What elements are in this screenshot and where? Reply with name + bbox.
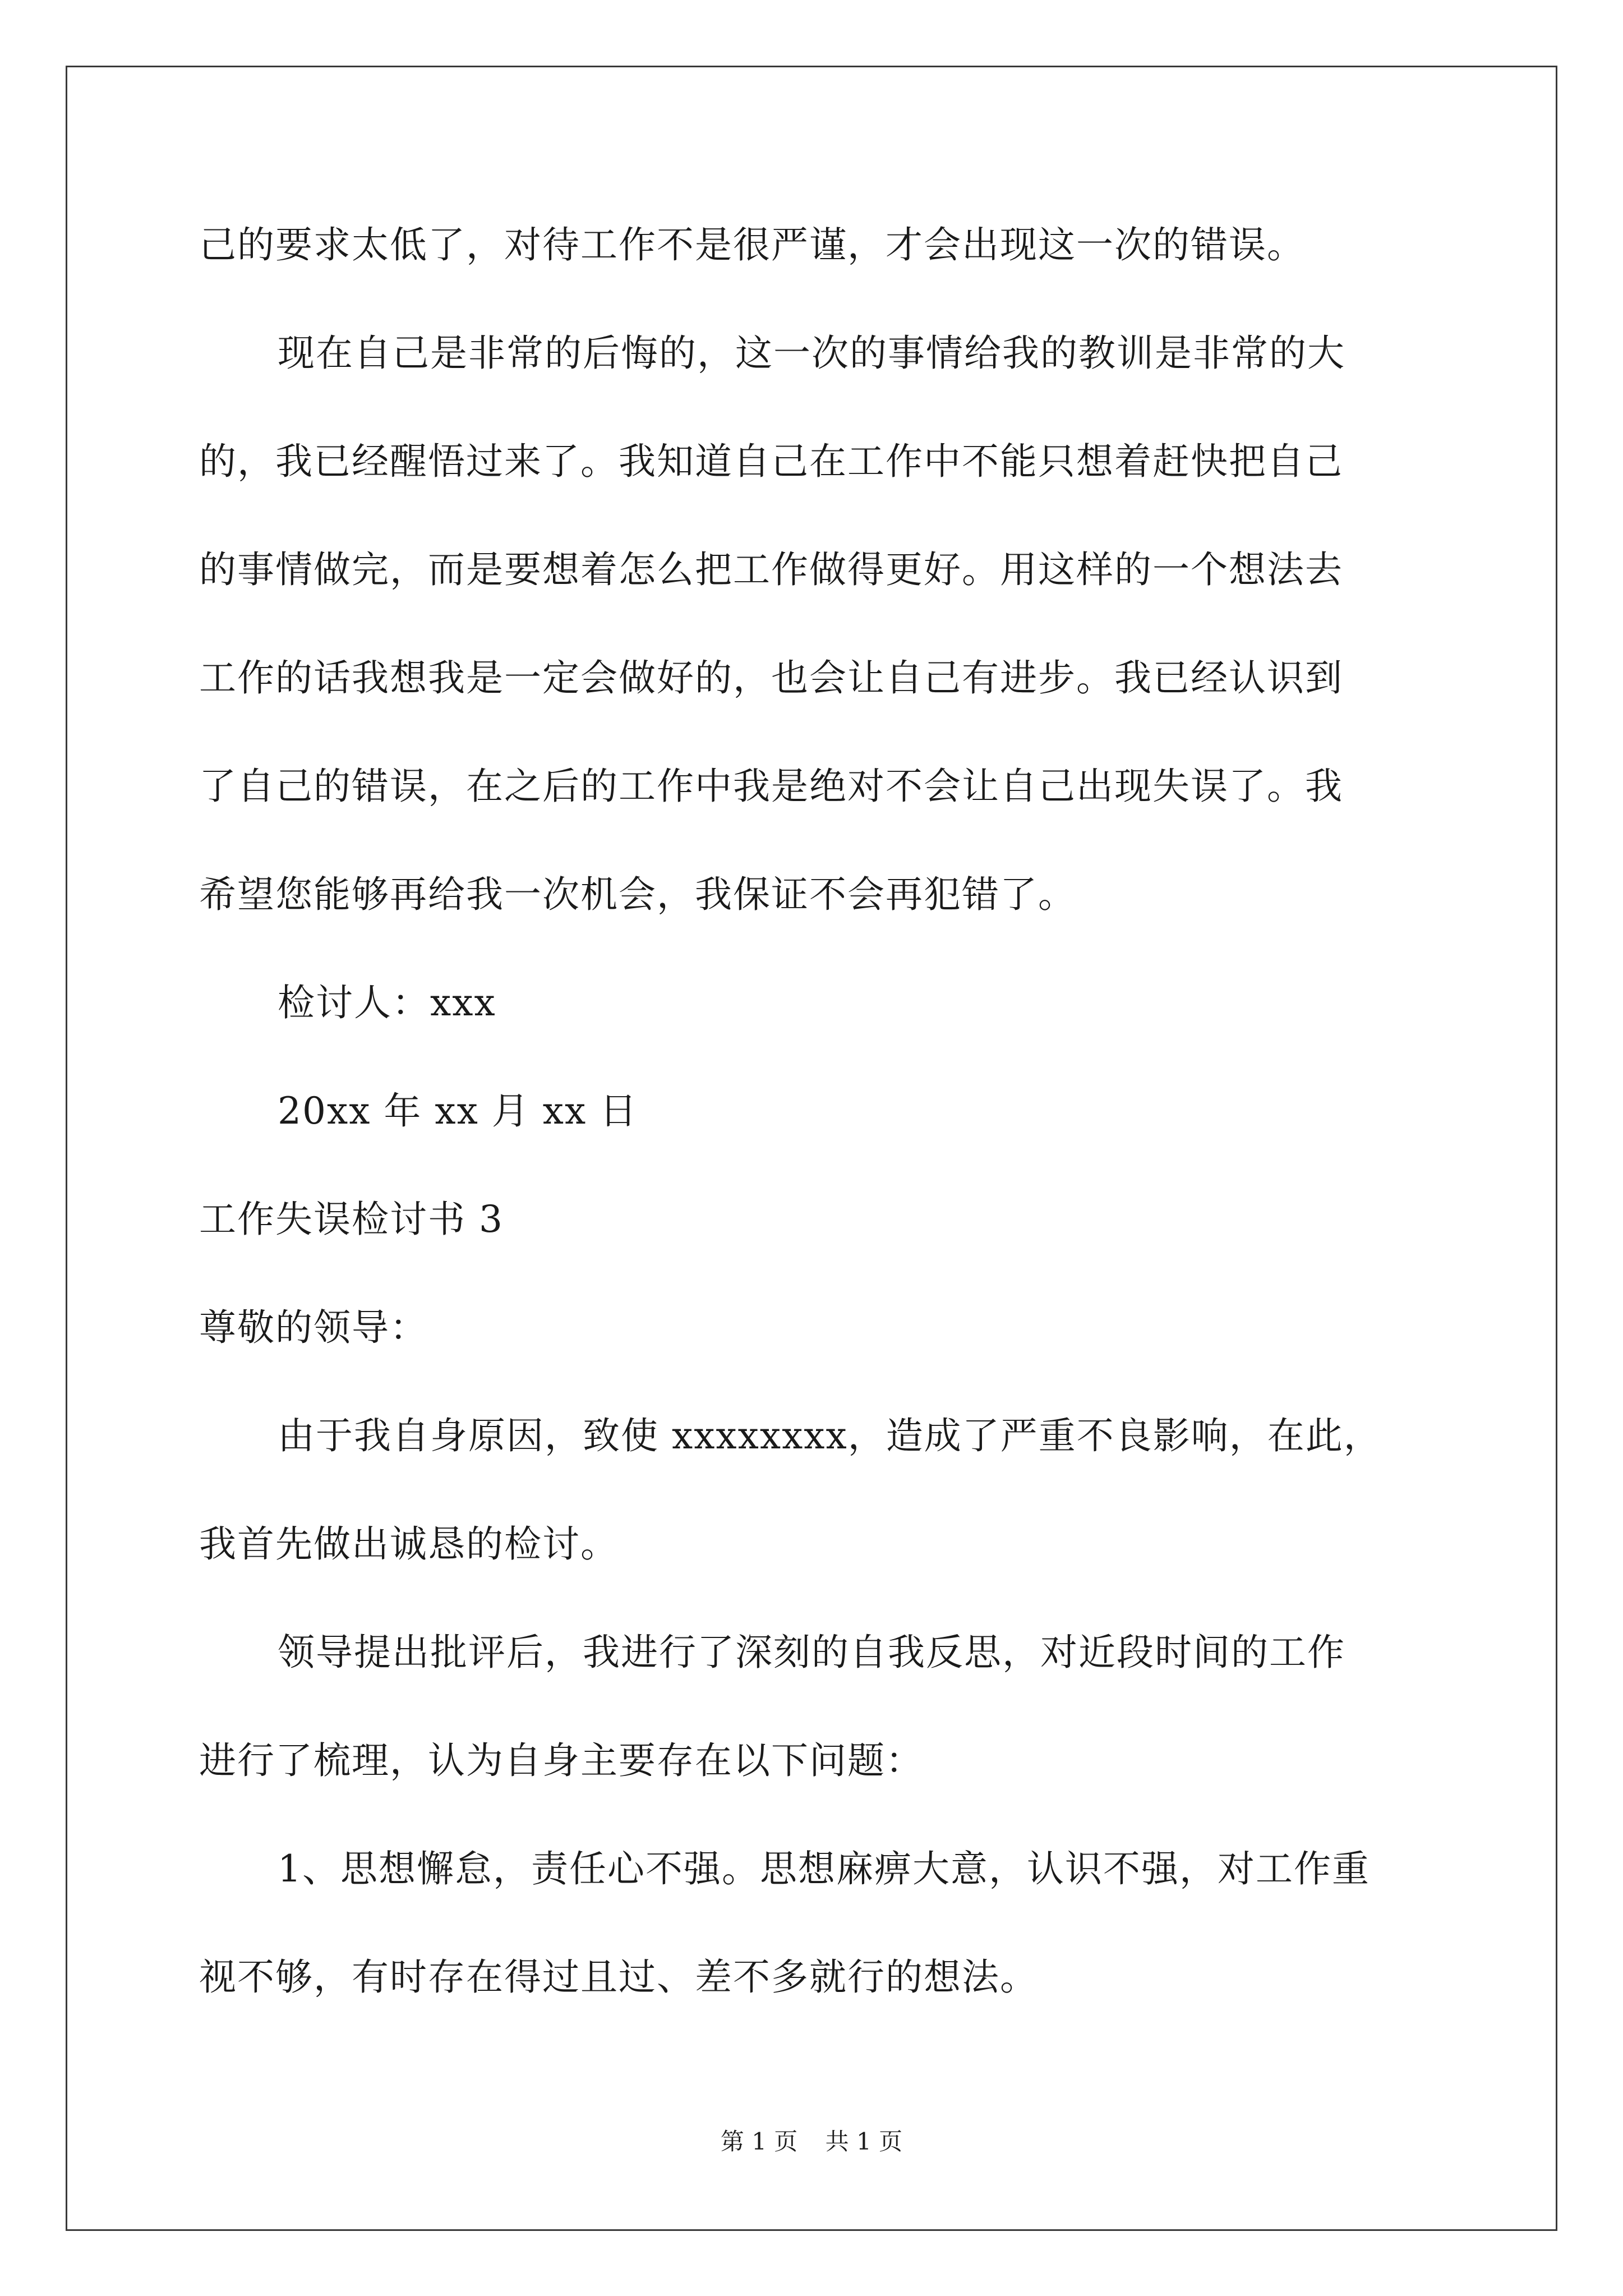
page-border <box>66 66 1557 2231</box>
text-line: 领导提出批评后，我进行了深刻的自我反思，对近段时间的工作 <box>278 1631 1345 1674</box>
text-line: 的，我已经醒悟过来了。我知道自己在工作中不能只想着赶快把自己 <box>199 440 1343 483</box>
text-line: 由于我自身原因，致使 xxxxxxxx，造成了严重不良影响，在此， <box>278 1414 1382 1457</box>
text-line: 希望您能够再给我一次机会，我保证不会再犯错了。 <box>199 873 1076 916</box>
page-number: 第 1 页 <box>720 2128 798 2155</box>
text-line: 进行了梳理，认为自身主要存在以下问题： <box>199 1739 924 1782</box>
section-title: 工作失误检讨书 3 <box>199 1198 504 1241</box>
text-line: 1、思想懈怠，责任心不强。思想麻痹大意，认识不强，对工作重 <box>278 1847 1370 1890</box>
signature-line: 检讨人：xxx <box>278 981 496 1024</box>
salutation: 尊敬的领导： <box>199 1306 428 1349</box>
page-footer <box>0 2128 1623 2156</box>
text-line: 工作的话我想我是一定会做好的，也会让自己有进步。我已经认识到 <box>199 656 1343 700</box>
page-total: 共 1 页 <box>825 2128 903 2155</box>
text-line: 视不够，有时存在得过且过、差不多就行的想法。 <box>199 1955 1038 1999</box>
text-line: 了自己的错误，在之后的工作中我是绝对不会让自己出现失误了。我 <box>199 765 1343 808</box>
text-line: 我首先做出诚恳的检讨。 <box>199 1522 619 1566</box>
text-line: 的事情做完，而是要想着怎么把工作做得更好。用这样的一个想法去 <box>199 548 1343 591</box>
text-line: 现在自己是非常的后悔的，这一次的事情给我的教训是非常的大 <box>278 332 1345 375</box>
date-line: 20xx 年 xx 月 xx 日 <box>278 1089 638 1133</box>
text-line: 己的要求太低了，对待工作不是很严谨，才会出现这一次的错误。 <box>199 223 1305 266</box>
